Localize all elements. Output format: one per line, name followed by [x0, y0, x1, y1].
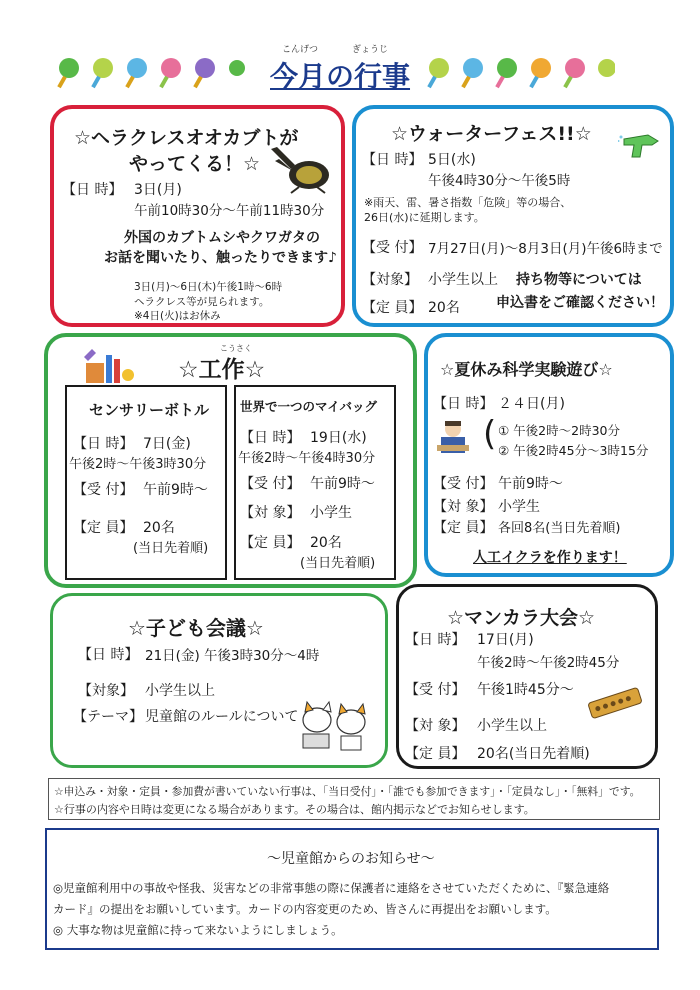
- science-slot-bracket: (: [483, 414, 497, 454]
- header-ruby-right: ぎょうじ: [352, 45, 389, 55]
- water-warning-1: ※雨天、雷、暑さ指数「危険」等の場合、: [364, 196, 572, 209]
- science-date-value: ２４日(月): [498, 396, 565, 412]
- mancala-reception-value: 午後1時45分～: [477, 682, 574, 698]
- craft-left-reception-label: 【受 付】: [73, 482, 134, 498]
- kids-meeting-box: [50, 593, 388, 768]
- craft-right-capacity-value: 20名: [310, 535, 342, 551]
- science-capacity-label: 【定 員】: [433, 520, 494, 536]
- notice-line-3: ◎ 大事な物は児童館に持って来ないようにしましょう。: [53, 923, 343, 937]
- mancala-board-icon: [587, 683, 643, 723]
- science-reception-label: 【受 付】: [433, 476, 494, 492]
- mancala-date-value: 17日(月): [477, 632, 534, 648]
- water-fest-box: [352, 105, 674, 327]
- page-title: 今月の行事: [270, 60, 411, 93]
- science-event-box: [424, 333, 674, 577]
- craft-title: ☆工作☆: [178, 357, 266, 383]
- science-title: ☆夏休み科学実験遊び☆: [440, 360, 613, 379]
- hercules-date-label: 【日 時】: [62, 182, 123, 198]
- craft-right-name: 世界で一つのマイバッグ: [240, 399, 378, 414]
- craft-left-reception-value: 午前9時～: [143, 482, 208, 498]
- notice-line-1: ◎児童館利用中の事故や怪我、災害などの非常事態の際に保護者に連絡をさせていただくために、『緊急連絡: [53, 881, 610, 895]
- kids-target-label: 【対象】: [78, 683, 134, 699]
- water-bring-2: 申込書をご確認ください！: [496, 295, 664, 311]
- mancala-capacity-label: 【定 員】: [405, 746, 466, 762]
- hercules-date-value: 3日(月): [134, 182, 182, 198]
- water-time-value: 午後4時30分～午後5時: [428, 173, 571, 189]
- cats-meeting-icon: [293, 698, 375, 756]
- craft-right-date-value: 19日(水): [310, 430, 367, 446]
- hercules-title-2: やってくる！☆: [129, 153, 261, 175]
- water-warning-2: 26日(水)に延期します。: [364, 211, 485, 224]
- hercules-time-value: 午前10時30分～午前11時30分: [134, 203, 325, 219]
- kids-target-value: 小学生以上: [145, 683, 215, 699]
- craft-event-box: [44, 333, 417, 588]
- craft-right-reception-label: 【受 付】: [240, 476, 301, 492]
- scientist-icon: [433, 417, 473, 457]
- craft-right-target-label: 【対 象】: [240, 505, 301, 521]
- craft-right-reception-value: 午前9時～: [310, 476, 375, 492]
- craft-left-order: (当日先着順): [133, 541, 209, 556]
- notes-box: [48, 778, 660, 820]
- mancala-reception-label: 【受 付】: [405, 682, 466, 698]
- ping-pong-paddle-icon: [55, 52, 245, 92]
- header-decor-right: [425, 52, 615, 92]
- craft-left-time-value: 午後2時～午後3時30分: [69, 457, 207, 472]
- mancala-target-label: 【対 象】: [405, 718, 466, 734]
- science-capacity-value: 各回8名(当日先着順): [498, 521, 621, 536]
- hercules-message-2: お話を聞いたり、触ったりできます♪: [104, 250, 337, 266]
- ping-pong-paddle-icon: [425, 52, 615, 92]
- notice-line-2: カード』の提出をお願いしています。カードの内容変更のため、皆さんに再提出をお願いします。: [53, 902, 557, 916]
- notice-title: ～児童館からのお知らせ～: [267, 851, 435, 867]
- notes-line-1: ☆申込み・対象・定員・参加費が書いていない行事は、「当日受付」・「誰でも参加できます」・「定員なし」・「無料」です。: [54, 785, 641, 798]
- mancala-date-label: 【日 時】: [405, 632, 466, 648]
- hercules-note-1: 3日(月)～6日(木)午後1時～6時: [134, 281, 283, 293]
- craft-right-panel: [234, 385, 396, 580]
- science-target-value: 小学生: [498, 499, 540, 515]
- water-reception-label: 【受 付】: [362, 240, 423, 256]
- craft-right-date-label: 【日 時】: [240, 430, 301, 446]
- hercules-note-2: ヘラクレス等が見られます。: [134, 296, 270, 308]
- mancala-time-value: 午後2時～午後2時45分: [477, 655, 620, 671]
- craft-left-capacity-label: 【定 員】: [73, 520, 134, 536]
- craft-title-ruby: こうさく: [220, 344, 252, 353]
- science-reception-value: 午前9時～: [498, 476, 563, 492]
- craft-right-target-value: 小学生: [310, 505, 352, 521]
- water-fest-title: ☆ウォーターフェス!!☆: [391, 123, 592, 145]
- hercules-title-1: ☆ヘラクレスオオカブトが: [74, 127, 299, 149]
- beetle-icon: [269, 139, 339, 194]
- craft-right-order: (当日先着順): [300, 556, 376, 571]
- craft-right-capacity-label: 【定 員】: [240, 535, 301, 551]
- water-capacity-value: 20名: [428, 300, 460, 316]
- water-reception-value: 7月27日(月)～8月3日(月)午後6時まで: [428, 241, 663, 257]
- kids-date-label: 【日 時】: [78, 647, 139, 663]
- kids-theme-label: 【テーマ】: [73, 709, 143, 725]
- water-date-value: 5日(水): [428, 152, 476, 168]
- water-target-value: 小学生以上: [428, 272, 498, 288]
- science-slot-2: ② 午後2時45分～3時15分: [498, 443, 649, 458]
- water-bring-1: 持ち物等については: [516, 272, 642, 288]
- header-ruby-left: こんげつ: [282, 45, 319, 55]
- water-capacity-label: 【定 員】: [362, 300, 423, 316]
- craft-left-date-label: 【日 時】: [73, 436, 134, 452]
- mancala-target-value: 小学生以上: [477, 718, 547, 734]
- kids-title: ☆子ども会議☆: [128, 616, 264, 640]
- craft-right-time-value: 午後2時～午後4時30分: [238, 451, 376, 466]
- science-slot-1: ① 午後2時～2時30分: [498, 423, 620, 438]
- notice-box: [45, 828, 659, 950]
- notes-line-2: ☆行事の内容や日時は変更になる場合があります。その場合は、館内掲示などでお知らせします。: [54, 803, 535, 816]
- craft-left-date-value: 7日(金): [143, 436, 191, 452]
- water-date-label: 【日 時】: [362, 152, 423, 168]
- water-gun-icon: [618, 127, 664, 167]
- craft-left-capacity-value: 20名: [143, 520, 175, 536]
- mancala-title: ☆マンカラ大会☆: [447, 607, 596, 629]
- hercules-event-box: [50, 105, 345, 327]
- hercules-note-3: ※4日(火)はお休み: [134, 310, 221, 322]
- science-date-label: 【日 時】: [433, 396, 494, 412]
- kids-date-value: 21日(金) 午後3時30分～4時: [145, 648, 320, 664]
- craft-supplies-icon: [78, 345, 138, 390]
- science-footer: 人工イクラを作ります！: [473, 550, 627, 566]
- water-target-label: 【対象】: [362, 272, 418, 288]
- kids-theme-value: 児童館のルールについて: [145, 709, 299, 725]
- mancala-capacity-value: 20名(当日先着順): [477, 746, 590, 762]
- header-decor-left: [55, 52, 245, 92]
- science-target-label: 【対 象】: [433, 499, 494, 515]
- craft-left-panel: [65, 385, 227, 580]
- mancala-event-box: [396, 584, 658, 769]
- craft-left-name: センサリーボトル: [89, 401, 210, 419]
- hercules-message-1: 外国のカブトムシやクワガタの: [124, 230, 320, 246]
